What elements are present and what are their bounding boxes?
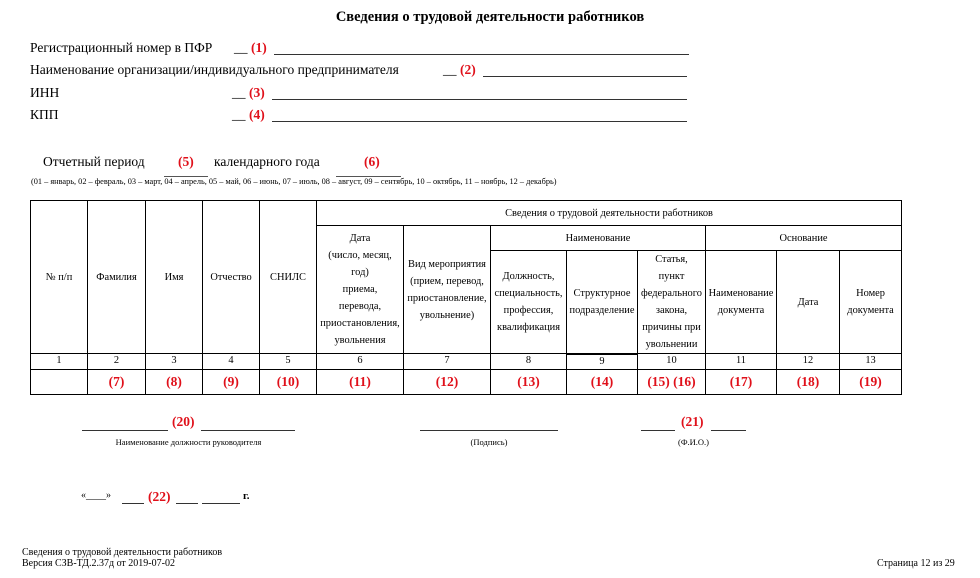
kpp-input-line[interactable] [272,107,687,122]
header-line: причины при [642,322,701,333]
subgroup-header-name: Наименование [491,226,706,251]
col-number: 5 [260,354,317,370]
months-hint: (01 – январь, 02 – февраль, 03 – март, 04 – апрель, 05 – май, 06 – июнь, 07 – июль, 08 – август, 09 – сентябрь, 10 – октябрь, 11 – ноябрь, 12 – декабрь) [31,177,557,186]
fio-line-right[interactable] [711,430,746,431]
date-year-line[interactable] [202,503,240,504]
year-label: календарного года [214,154,320,169]
header-line: Дата [349,233,371,244]
period-code: (5) [178,154,194,169]
footer-title: Сведения о трудовой деятельности работников [22,547,223,558]
subgroup-header-basis: Основание [706,226,902,251]
header-line: документа [717,305,765,316]
col-header-doc-date: Дата [777,251,840,354]
cell-code[interactable]: (15) (16) [638,369,706,394]
col-number: 6 [317,354,404,370]
header-line: пункт [658,271,685,282]
position-line-right[interactable] [201,430,295,431]
header-line: квалификация [497,322,560,333]
col-number: 1 [31,354,88,370]
field-code: (4) [249,107,265,122]
header-line: федерального [641,288,702,299]
signature-caption: (Подпись) [470,437,508,447]
header-line: профессия, [503,305,554,316]
field-label: КПП [30,107,59,122]
document-title: Сведения о трудовой деятельности работников [335,9,645,25]
group-header-employment: Сведения о трудовой деятельности работников [317,201,902,226]
signature-line[interactable] [420,430,558,431]
year-suffix: г. [243,490,250,502]
col-number: 9 [567,354,638,370]
position-caption: Наименование должности руководителя [115,437,262,447]
header-line: год) [351,267,369,278]
year-code: (6) [364,154,380,169]
header-line: Должность, [502,271,555,282]
header-line: Номер [856,288,885,299]
date-month-line-left[interactable] [122,503,144,504]
fio-caption: (Ф.И.О.) [677,437,710,447]
col-header-number: № п/п [31,201,88,354]
header-line: Статья, [655,254,688,265]
col-header-patronymic: Отчество [203,201,260,354]
header-line: приема, [342,284,378,295]
col-number: 7 [404,354,491,370]
field-code: (1) [251,40,267,55]
cell-code[interactable]: (13) [491,369,567,394]
period-label: Отчетный период [43,154,145,169]
field-code: (3) [249,85,265,100]
field-label: ИНН [30,85,60,100]
header-line: подразделение [569,304,635,316]
cell-code[interactable]: (19) [840,369,902,394]
col-header-event-type [404,226,491,354]
header-line: приостановление, [407,292,487,304]
col-number: 3 [146,354,203,370]
position-code: (20) [172,414,195,429]
col-header-department [567,251,638,354]
header-line: (прием, перевод, [410,275,484,287]
header-line: (число, месяц, [328,250,392,261]
col-header-position [491,251,567,354]
header-line: увольнение) [419,309,475,321]
employment-table [30,200,902,395]
col-number: 12 [777,354,840,370]
col-header-date [317,226,404,354]
cell-code[interactable]: (11) [317,369,404,394]
header-line: увольнении [645,339,698,350]
header-line: Структурное [573,287,631,299]
org-name-input-line[interactable] [483,62,687,77]
col-number: 13 [840,354,902,370]
fio-line-left[interactable] [641,430,675,431]
cell-code[interactable]: (9) [203,369,260,394]
header-line: перевода, [338,301,382,312]
header-line: специальность, [494,288,563,299]
column-number-row [31,354,902,370]
date-day[interactable]: «____» [81,490,111,501]
cell-code[interactable]: (18) [777,369,840,394]
field-prefix: __ [443,62,457,77]
date-month-line-right[interactable] [176,503,198,504]
header-line: увольнения [334,335,386,346]
col-header-doc-name [706,251,777,354]
header-line: Наименование [708,288,774,299]
col-header-surname: Фамилия [88,201,146,354]
header-line: Вид мероприятия [408,258,486,270]
footer-version: Версия СЗВ-ТД.2.37д от 2019-07-02 [22,558,175,569]
col-number: 4 [203,354,260,370]
col-number: 8 [491,354,567,370]
header-line: документа [847,305,894,316]
inn-input-line[interactable] [272,85,687,100]
position-line-left[interactable] [82,430,168,431]
field-prefix: __ [232,107,246,122]
cell-code[interactable]: (7) [88,369,146,394]
header-line: приостановления, [320,318,400,329]
cell-code[interactable]: (8) [146,369,203,394]
cell-code[interactable]: (17) [706,369,777,394]
field-label: Регистрационный номер в ПФР [30,40,213,55]
field-code: (2) [460,62,476,77]
cell-code[interactable]: (14) [567,369,638,394]
fio-code: (21) [681,414,704,429]
col-header-law-article [638,251,706,354]
table-row [31,369,902,394]
col-number: 2 [88,354,146,370]
cell-code[interactable]: (10) [260,369,317,394]
col-header-name: Имя [146,201,203,354]
cell-code[interactable]: (12) [404,369,491,394]
field-prefix: __ [232,85,246,100]
col-number: 10 [638,354,706,370]
header-line: закона, [655,305,688,316]
date-code: (22) [148,489,171,504]
col-header-snils: СНИЛС [260,201,317,354]
page-indicator: Страница 12 из 29 [877,558,955,569]
reg-number-input-line[interactable] [274,40,689,55]
field-label: Наименование организации/индивидуального предпринимателя [30,62,399,77]
cell-code[interactable] [31,369,88,394]
col-number: 11 [706,354,777,370]
col-header-doc-number [840,251,902,354]
field-prefix: __ [234,40,248,55]
